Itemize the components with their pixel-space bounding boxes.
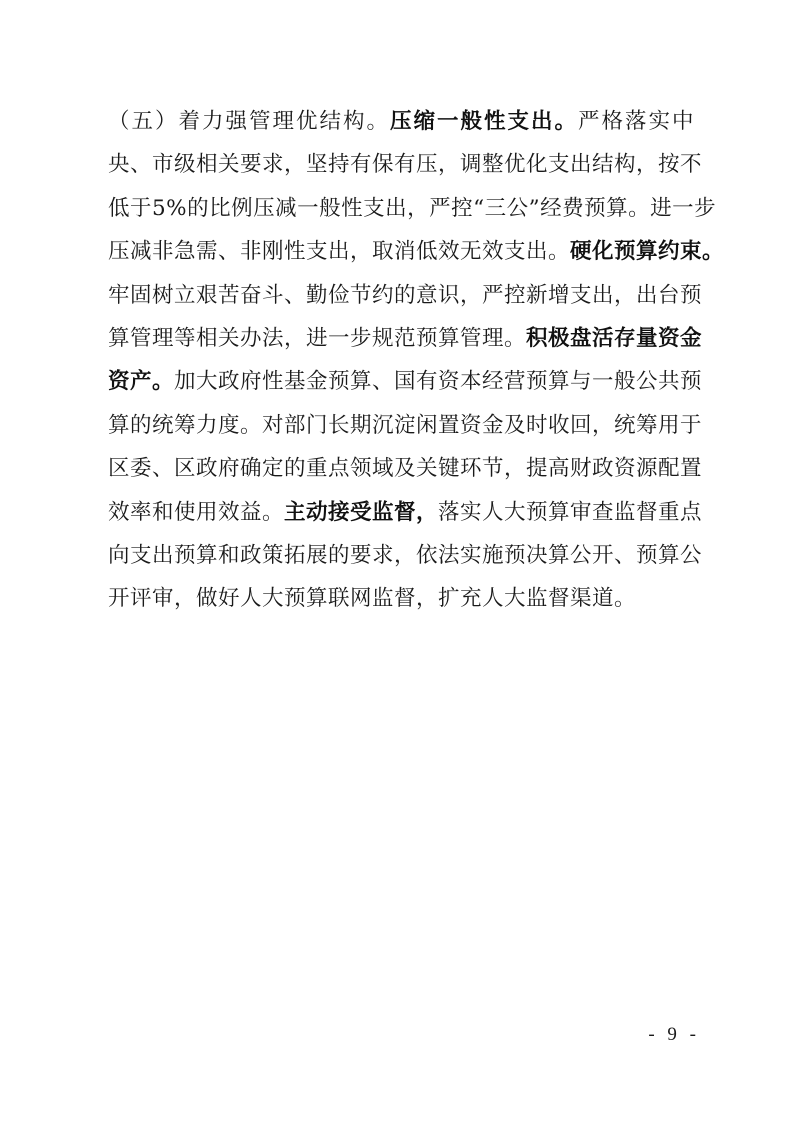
bold-heading-text: 主动接受监督， [284, 499, 439, 525]
text-line [108, 187, 717, 230]
body-text: 效率和使用效益。 [108, 499, 285, 525]
body-text: 算管理等相关办法，进一步规范预算管理。 [108, 325, 527, 351]
body-text: 算的统筹力度。对部门长期沉淀闲置资金及时收回，统筹用于 [108, 412, 703, 438]
text-line [108, 360, 703, 403]
body-text: 牢固树立艰苦奋斗、勤俭节约的意识，严控新增支出，出台预 [108, 282, 703, 308]
body-text: 加大政府性基金预算、国有资本经营预算与一般公共预 [174, 369, 703, 395]
body-text: 落实人大预算审查监督重点 [438, 499, 703, 525]
body-text: 向支出预算和政策拓展的要求，依法实施预决算公开、预算公 [108, 542, 703, 568]
text-line [108, 491, 703, 534]
bold-heading-text: 硬化预算约束。 [570, 239, 725, 265]
text-line [108, 274, 703, 317]
text-line [108, 143, 703, 186]
text-line [108, 317, 703, 360]
body-text: （五）着力强管理优结构。 [108, 109, 390, 134]
body-text: 开评审，做好人大预算联网监督，扩充人大监督渠道。 [108, 586, 637, 612]
body-text: 低于5%的比例压减一般性支出，严控“三公”经费预算。进一步 [108, 195, 717, 221]
text-line [108, 447, 703, 490]
text-line [108, 100, 694, 143]
body-paragraph [108, 100, 725, 621]
text-line [108, 577, 694, 620]
bold-heading-text: 资产。 [108, 369, 175, 395]
body-text: 严格落实中 [577, 109, 694, 134]
body-text: 央、市级相关要求，坚持有保有压，调整优化支出结构，按不 [108, 152, 703, 178]
page-number: - 9 - [648, 1024, 700, 1045]
body-text: 区委、区政府确定的重点领域及关键环节，提高财政资源配置 [108, 456, 703, 482]
text-line [108, 230, 725, 273]
bold-heading-text: 压缩一般性支出。 [389, 109, 578, 134]
text-line [108, 404, 703, 447]
bold-heading-text: 积极盘活存量资金 [526, 325, 703, 351]
body-text: 压减非急需、非刚性支出，取消低效无效支出。 [108, 239, 571, 265]
text-line [108, 534, 703, 577]
